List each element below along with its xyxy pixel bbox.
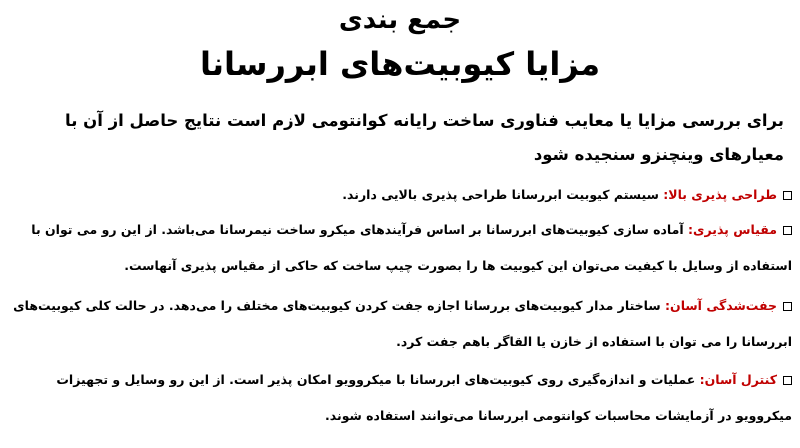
list-item-high-designability bbox=[8, 177, 792, 213]
slide-subtitle: مزایا کیوبیت‌های ابررسانا bbox=[199, 45, 601, 83]
intro-paragraph: برای بررسی مزایا یا معایب فناوری ساخت رایانه کوانتومی لازم است نتایج حاصل از آن با معیارهای وینچنزو سنجیده شود bbox=[65, 111, 784, 164]
item-text: ساختار مدار کیوبیت‌های بررسانا اجازه جفت کردن کیوبیت‌های مختلف را می‌دهد. در حالت کلی کیوبیت‌های ابررسانا را می توان با استفاده از خازن یا القاگر باهم جفت کرد. bbox=[13, 298, 792, 349]
item-text: سیستم کیوبیت ابررسانا طراحی پذیری بالایی دارند. bbox=[342, 187, 664, 202]
square-bullet-icon bbox=[783, 302, 792, 311]
square-bullet-icon bbox=[783, 226, 792, 235]
item-text: عملیات و اندازه‌گیری روی کیوبیت‌های ابررسانا با میکروویو امکان پذیر است. از این رو وسایل و تجهیزات میکروویو در آزمایشات محاسبات کوانتومی ابررسانا می‌توانند استفاده شوند. bbox=[56, 372, 792, 423]
item-term: جفت‌شدگی آسان: bbox=[665, 298, 777, 313]
list-item-scalability bbox=[8, 212, 792, 284]
item-term: مقیاس پذیری: bbox=[688, 222, 777, 237]
item-text: آماده سازی کیوبیت‌های ابررسانا بر اساس فرآیندهای میکرو ساخت نیمرسانا می‌باشد. از این رو می توان با استفاده از وسایل با کیفیت می‌توان این کیوبیت ها را بصورت چیپ ساخت که حاکی از مقیاس پذیری آنهاست. bbox=[31, 222, 792, 273]
item-term: کنترل آسان: bbox=[699, 372, 777, 387]
list-item-easy-control bbox=[8, 362, 792, 434]
slide-title: جمع بندی bbox=[338, 5, 462, 35]
item-term: طراحی پذیری بالا: bbox=[663, 187, 777, 202]
square-bullet-icon bbox=[783, 191, 792, 200]
list-item-easy-coupling bbox=[8, 288, 792, 360]
square-bullet-icon bbox=[783, 376, 792, 385]
